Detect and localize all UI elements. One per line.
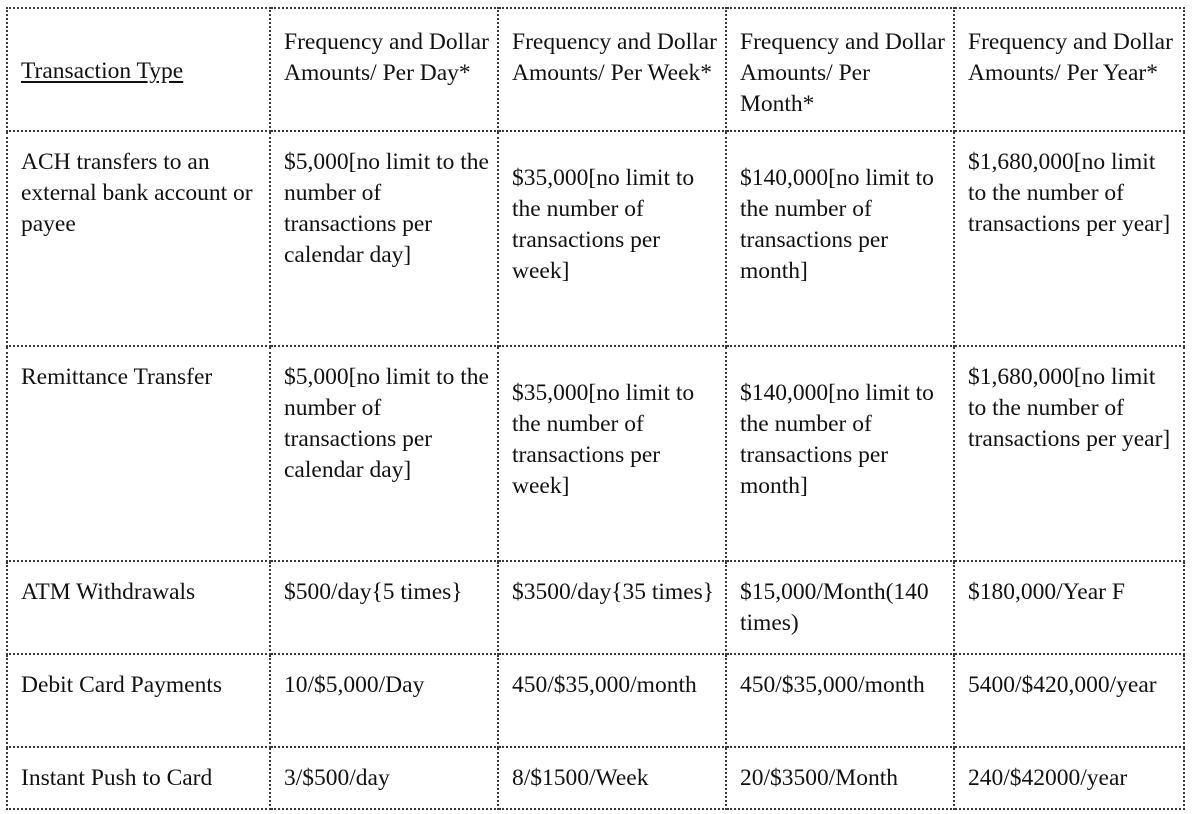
table-cell xyxy=(726,654,954,747)
row-label: ATM Withdrawals xyxy=(21,579,196,605)
table-cell xyxy=(954,561,1184,654)
table-row xyxy=(7,747,1184,809)
per-year-value: $180,000/Year F xyxy=(968,579,1125,605)
table-cell xyxy=(726,747,954,809)
per-month-value: 20/$3500/Month xyxy=(740,764,898,791)
table-cell xyxy=(954,654,1184,747)
header-per-year: Frequency and Dollar Amounts/ Per Year* xyxy=(968,29,1173,86)
header-per-day: Frequency and Dollar Amounts/ Per Day* xyxy=(284,29,489,86)
per-month-value: 450/$35,000/month xyxy=(740,672,925,698)
row-label: ACH transfers to an external bank account or payee xyxy=(21,149,253,237)
header-row xyxy=(7,8,1184,131)
per-day-value: $5,000[no limit to the number of transactions per calendar day] xyxy=(284,149,489,268)
per-month-value: $140,000[no limit to the number of transactions per month] xyxy=(740,165,934,284)
header-cell xyxy=(7,8,270,131)
transaction-limits-table xyxy=(6,7,1185,810)
table-row xyxy=(7,131,1184,346)
table-cell xyxy=(954,346,1184,561)
table-row xyxy=(7,654,1184,747)
table-cell xyxy=(726,131,954,346)
table-cell xyxy=(498,561,726,654)
row-label: Remittance Transfer xyxy=(21,364,213,390)
table-cell xyxy=(270,346,498,561)
table-row xyxy=(7,346,1184,561)
table-cell xyxy=(726,561,954,654)
table-cell xyxy=(270,747,498,809)
header-cell xyxy=(954,8,1184,131)
table-cell xyxy=(498,654,726,747)
header-cell xyxy=(270,8,498,131)
per-week-value: 450/$35,000/month xyxy=(512,672,697,698)
per-week-value: $3500/day{35 times} xyxy=(512,579,715,605)
table-cell xyxy=(7,561,270,654)
per-week-value: $35,000[no limit to the number of transactions per week] xyxy=(512,165,695,284)
header-per-month: Frequency and Dollar Amounts/ Per Month* xyxy=(740,29,945,117)
table-cell xyxy=(7,346,270,561)
per-day-value: 3/$500/day xyxy=(284,764,390,791)
per-year-value: 5400/$420,000/year xyxy=(968,672,1157,698)
per-month-value: $15,000/Month(140 times) xyxy=(740,579,929,636)
per-week-value: $35,000[no limit to the number of transactions per week] xyxy=(512,380,695,499)
table-cell xyxy=(270,561,498,654)
table-cell xyxy=(7,747,270,809)
table-row xyxy=(7,561,1184,654)
table-cell xyxy=(954,747,1184,809)
header-transaction-type: Transaction Type xyxy=(21,58,184,84)
header-cell xyxy=(726,8,954,131)
per-year-value: $1,680,000[no limit to the number of transactions per year] xyxy=(968,149,1171,237)
table-cell xyxy=(498,131,726,346)
table-cell xyxy=(498,747,726,809)
per-year-value: $1,680,000[no limit to the number of transactions per year] xyxy=(968,364,1171,452)
table-cell xyxy=(726,346,954,561)
table-cell xyxy=(270,131,498,346)
per-day-value: 10/$5,000/Day xyxy=(284,672,425,698)
row-label: Instant Push to Card xyxy=(21,764,213,791)
per-month-value: $140,000[no limit to the number of transactions per month] xyxy=(740,380,934,499)
per-day-value: $5,000[no limit to the number of transactions per calendar day] xyxy=(284,364,489,483)
table-cell xyxy=(954,131,1184,346)
row-label: Debit Card Payments xyxy=(21,672,223,698)
table-cell xyxy=(270,654,498,747)
header-cell xyxy=(498,8,726,131)
per-week-value: 8/$1500/Week xyxy=(512,764,649,791)
table-cell xyxy=(7,654,270,747)
table-cell xyxy=(498,346,726,561)
header-per-week: Frequency and Dollar Amounts/ Per Week* xyxy=(512,29,717,86)
per-day-value: $500/day{5 times} xyxy=(284,579,463,605)
per-year-value: 240/$42000/year xyxy=(968,764,1128,791)
table-cell xyxy=(7,131,270,346)
